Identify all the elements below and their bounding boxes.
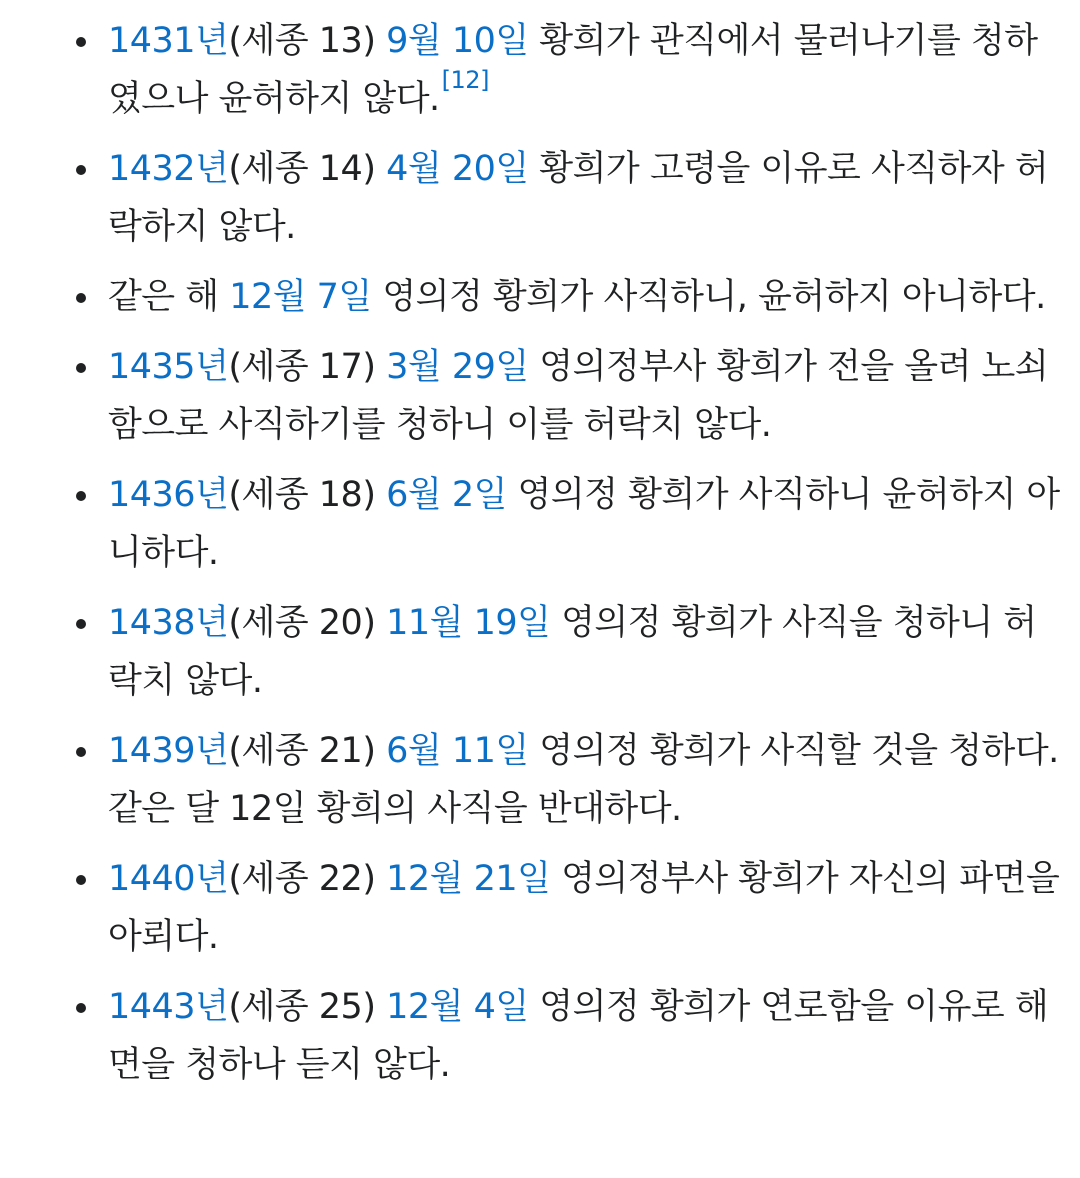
event-text: 영의정 황희가 사직하니, 윤허하지 아니하다. (371, 277, 1046, 317)
bullet-icon (76, 747, 86, 757)
era-text: (세종 18) (228, 475, 387, 515)
list-item (0, 268, 1080, 326)
bullet-icon (76, 491, 86, 501)
date-link[interactable]: 12월 7일 (229, 277, 372, 317)
list-item (0, 594, 1080, 710)
era-text: (세종 22) (228, 859, 387, 899)
era-text: (세종 17) (228, 347, 387, 387)
bullet-icon (76, 1003, 86, 1013)
list-item (0, 12, 1080, 128)
era-text: (세종 21) (228, 731, 387, 771)
prefix-text: 같은 해 (108, 277, 230, 317)
year-link[interactable]: 1432년 (108, 149, 229, 189)
event-text: 황희가 고령을 이유로 사직하자 허락하지 않다. (108, 149, 1049, 247)
event-text: 영의정부사 황희가 전을 올려 노쇠함으로 사직하기를 청하니 이를 허락치 않다. (108, 347, 1049, 445)
date-link[interactable]: 12월 21일 (386, 859, 551, 899)
year-link[interactable]: 1440년 (108, 859, 229, 899)
bullet-icon (76, 293, 86, 303)
event-text: 영의정부사 황희가 자신의 파면을 아뢰다. (108, 859, 1060, 957)
list-item (0, 466, 1080, 582)
date-link[interactable]: 4월 20일 (386, 149, 529, 189)
year-link[interactable]: 1438년 (108, 603, 229, 643)
era-text: (세종 20) (228, 603, 387, 643)
era-text: (세종 25) (228, 987, 387, 1027)
event-text: 영의정 황희가 연로함을 이유로 해면을 청하나 듣지 않다. (108, 987, 1049, 1085)
date-link[interactable]: 6월 11일 (386, 731, 529, 771)
year-link[interactable]: 1436년 (108, 475, 229, 515)
bullet-icon (76, 875, 86, 885)
era-text: (세종 13) (228, 21, 387, 61)
date-link[interactable]: 11월 19일 (386, 603, 551, 643)
era-text: (세종 14) (228, 149, 387, 189)
date-link[interactable]: 9월 10일 (386, 21, 529, 61)
date-link[interactable]: 6월 2일 (386, 475, 507, 515)
year-link[interactable]: 1443년 (108, 987, 229, 1027)
date-link[interactable]: 12월 4일 (386, 987, 529, 1027)
year-link[interactable]: 1435년 (108, 347, 229, 387)
list-item (0, 722, 1080, 838)
bullet-icon (76, 37, 86, 47)
event-text: 영의정 황희가 사직할 것을 청하다. 같은 달 12일 황희의 사직을 반대하다. (108, 731, 1059, 829)
list-item (0, 338, 1080, 454)
event-text: 황희가 관직에서 물러나기를 청하였으나 윤허하지 않다. (108, 21, 1038, 119)
list-item (0, 850, 1080, 966)
bullet-icon (76, 619, 86, 629)
year-link[interactable]: 1439년 (108, 731, 229, 771)
event-text: 영의정 황희가 사직하니 윤허하지 아니하다. (108, 475, 1060, 573)
bullet-icon (76, 165, 86, 175)
list-item (0, 140, 1080, 256)
bullet-icon (76, 363, 86, 373)
reference-link[interactable]: [12] (441, 66, 489, 94)
list-item (0, 978, 1080, 1094)
year-link[interactable]: 1431년 (108, 21, 229, 61)
event-text: 영의정 황희가 사직을 청하니 허락치 않다. (108, 603, 1037, 701)
event-list (0, 12, 1080, 1106)
date-link[interactable]: 3월 29일 (386, 347, 529, 387)
